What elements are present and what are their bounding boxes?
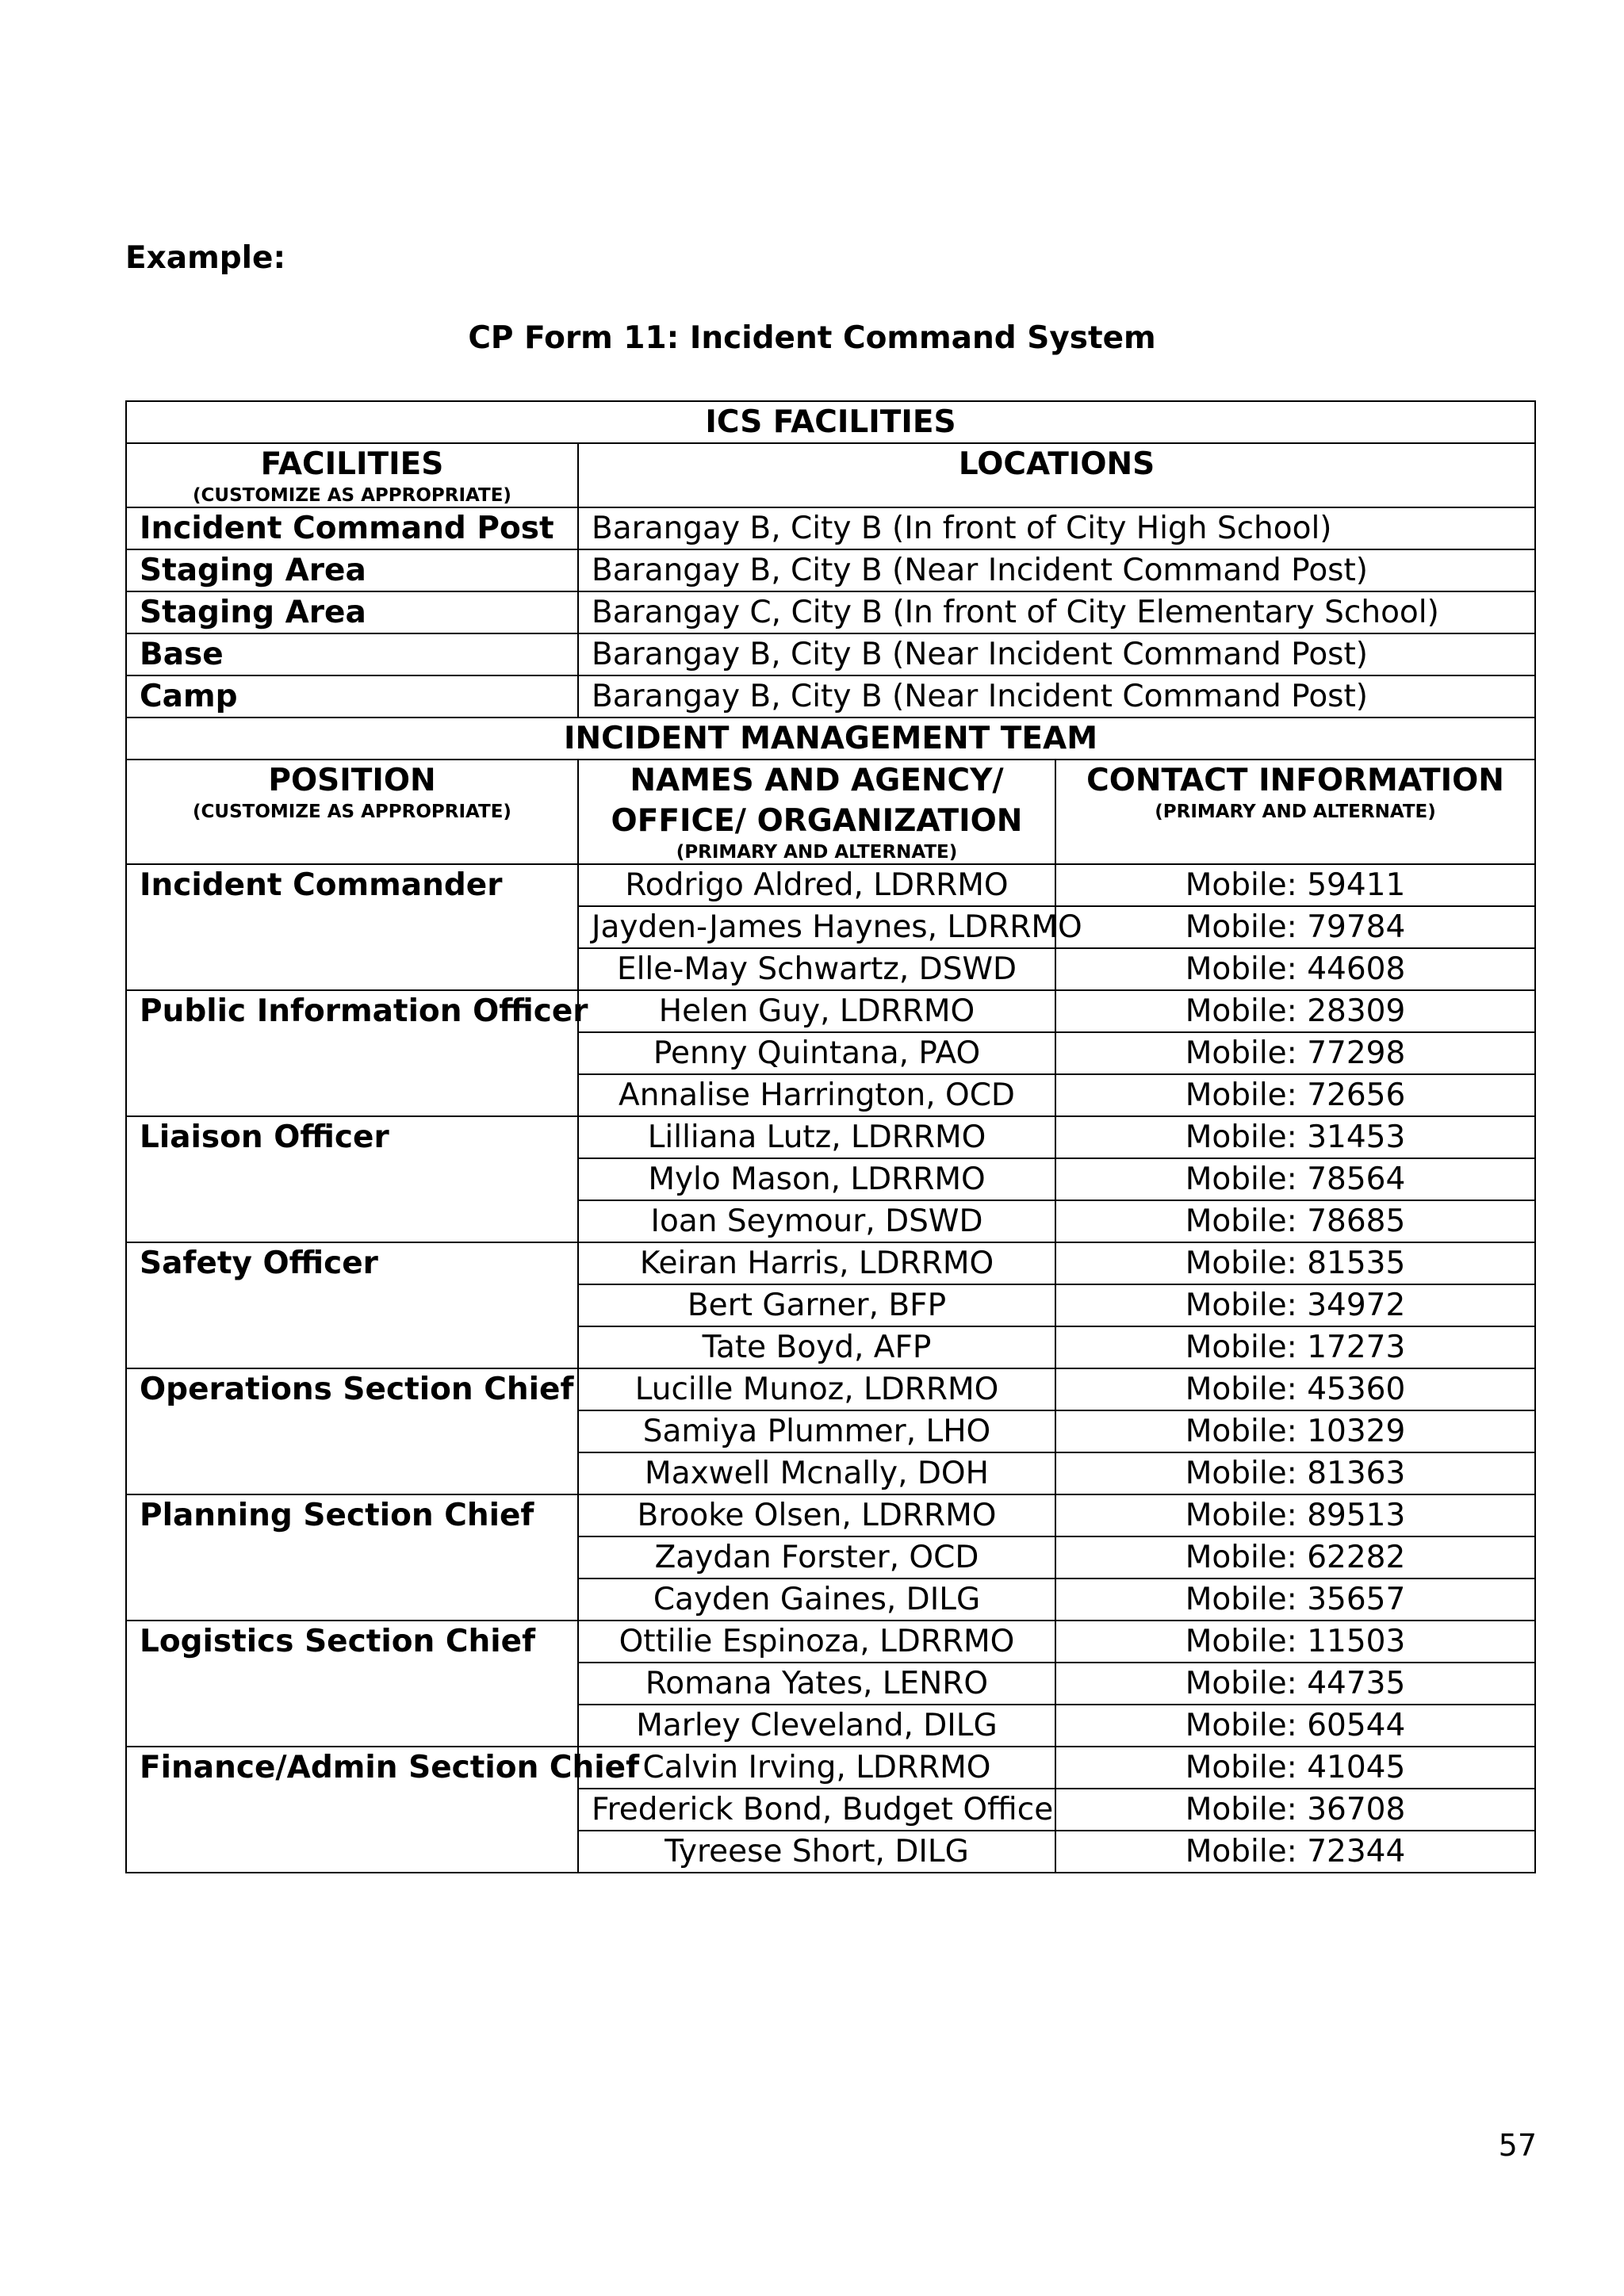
contact-column-header <box>1055 760 1535 864</box>
team-member-row <box>126 1116 1535 1158</box>
member-contact: Mobile: 31453 <box>1055 1116 1535 1158</box>
facilities-column-label: FACILITIES <box>260 446 444 482</box>
contact-column-header-label: CONTACT INFORMATION <box>1086 763 1504 798</box>
names-column-header-note: (PRIMARY AND ALTERNATE) <box>676 842 958 863</box>
facilities-column-header <box>126 443 578 507</box>
position-name: Incident Commander <box>126 864 578 990</box>
member-contact: Mobile: 60544 <box>1055 1705 1535 1747</box>
facility-name: Staging Area <box>126 591 578 633</box>
member-name: Cayden Gaines, DILG <box>578 1578 1055 1621</box>
facility-name: Camp <box>126 675 578 718</box>
position-name: Safety Officer <box>126 1242 578 1368</box>
names-column-header-label: NAMES AND AGENCY/ OFFICE/ ORGANIZATION <box>611 763 1023 839</box>
team-member-row <box>126 1242 1535 1284</box>
facility-location: Barangay C, City B (In front of City Elementary School) <box>578 591 1535 633</box>
member-contact: Mobile: 81535 <box>1055 1242 1535 1284</box>
member-name: Lilliana Lutz, LDRRMO <box>578 1116 1055 1158</box>
ics-table-body <box>126 401 1535 1873</box>
position-name: Public Information Officer <box>126 990 578 1116</box>
member-name: Elle-May Schwartz, DSWD <box>578 948 1055 990</box>
facility-location: Barangay B, City B (Near Incident Command Post) <box>578 633 1535 675</box>
member-name: Ioan Seymour, DSWD <box>578 1200 1055 1242</box>
facilities-section-title: ICS FACILITIES <box>126 401 1535 443</box>
member-name: Annalise Harrington, OCD <box>578 1074 1055 1116</box>
member-contact: Mobile: 45360 <box>1055 1368 1535 1410</box>
position-column-header <box>126 760 578 864</box>
facility-row <box>126 507 1535 549</box>
team-member-row <box>126 990 1535 1032</box>
member-contact: Mobile: 72656 <box>1055 1074 1535 1116</box>
member-contact: Mobile: 44735 <box>1055 1663 1535 1705</box>
member-name: Romana Yates, LENRO <box>578 1663 1055 1705</box>
facility-name: Base <box>126 633 578 675</box>
facility-row <box>126 675 1535 718</box>
member-contact: Mobile: 35657 <box>1055 1578 1535 1621</box>
team-member-row <box>126 1747 1535 1789</box>
facilities-band-row <box>126 401 1535 443</box>
member-contact: Mobile: 78685 <box>1055 1200 1535 1242</box>
member-contact: Mobile: 77298 <box>1055 1032 1535 1074</box>
member-name: Frederick Bond, Budget Office <box>578 1789 1055 1831</box>
member-contact: Mobile: 11503 <box>1055 1621 1535 1663</box>
facilities-column-note: (CUSTOMIZE AS APPROPRIATE) <box>193 485 511 506</box>
member-name: Maxwell Mcnally, DOH <box>578 1452 1055 1494</box>
facility-location: Barangay B, City B (In front of City High School) <box>578 507 1535 549</box>
member-name: Ottilie Espinoza, LDRRMO <box>578 1621 1055 1663</box>
example-label: Example: <box>125 240 286 276</box>
form-title: CP Form 11: Incident Command System <box>468 320 1156 356</box>
member-contact: Mobile: 89513 <box>1055 1494 1535 1536</box>
member-contact: Mobile: 36708 <box>1055 1789 1535 1831</box>
position-column-header-label: POSITION <box>268 763 436 798</box>
facility-row <box>126 633 1535 675</box>
member-contact: Mobile: 34972 <box>1055 1284 1535 1326</box>
ics-table <box>125 400 1536 1873</box>
member-contact: Mobile: 10329 <box>1055 1410 1535 1452</box>
team-member-row <box>126 864 1535 906</box>
member-contact: Mobile: 81363 <box>1055 1452 1535 1494</box>
member-contact: Mobile: 72344 <box>1055 1831 1535 1873</box>
locations-column-header: LOCATIONS <box>578 443 1535 507</box>
member-name: Marley Cleveland, DILG <box>578 1705 1055 1747</box>
member-contact: Mobile: 62282 <box>1055 1536 1535 1578</box>
member-contact: Mobile: 79784 <box>1055 906 1535 948</box>
position-name: Liaison Officer <box>126 1116 578 1242</box>
facility-name: Incident Command Post <box>126 507 578 549</box>
facility-row <box>126 591 1535 633</box>
facility-row <box>126 549 1535 591</box>
page-number: 57 <box>1498 2128 1537 2163</box>
member-contact: Mobile: 78564 <box>1055 1158 1535 1200</box>
member-name: Keiran Harris, LDRRMO <box>578 1242 1055 1284</box>
member-contact: Mobile: 59411 <box>1055 864 1535 906</box>
member-name: Rodrigo Aldred, LDRRMO <box>578 864 1055 906</box>
team-section-title: INCIDENT MANAGEMENT TEAM <box>126 718 1535 760</box>
member-contact: Mobile: 28309 <box>1055 990 1535 1032</box>
team-band-row <box>126 718 1535 760</box>
facilities-header-row <box>126 443 1535 507</box>
member-contact: Mobile: 41045 <box>1055 1747 1535 1789</box>
member-name: Zaydan Forster, OCD <box>578 1536 1055 1578</box>
position-column-header-note: (CUSTOMIZE AS APPROPRIATE) <box>193 802 511 822</box>
facility-name: Staging Area <box>126 549 578 591</box>
team-member-row <box>126 1368 1535 1410</box>
member-name: Helen Guy, LDRRMO <box>578 990 1055 1032</box>
team-member-row <box>126 1494 1535 1536</box>
member-name: Tyreese Short, DILG <box>578 1831 1055 1873</box>
position-name: Planning Section Chief <box>126 1494 578 1621</box>
names-column-header <box>578 760 1055 864</box>
member-contact: Mobile: 17273 <box>1055 1326 1535 1368</box>
team-member-row <box>126 1621 1535 1663</box>
position-name: Logistics Section Chief <box>126 1621 578 1747</box>
member-contact: Mobile: 44608 <box>1055 948 1535 990</box>
position-name: Finance/Admin Section Chief <box>126 1747 578 1873</box>
member-name: Mylo Mason, LDRRMO <box>578 1158 1055 1200</box>
member-name: Penny Quintana, PAO <box>578 1032 1055 1074</box>
member-name: Tate Boyd, AFP <box>578 1326 1055 1368</box>
member-name: Brooke Olsen, LDRRMO <box>578 1494 1055 1536</box>
position-name: Operations Section Chief <box>126 1368 578 1494</box>
facility-location: Barangay B, City B (Near Incident Command Post) <box>578 549 1535 591</box>
contact-column-header-note: (PRIMARY AND ALTERNATE) <box>1155 802 1436 822</box>
member-name: Lucille Munoz, LDRRMO <box>578 1368 1055 1410</box>
member-name: Calvin Irving, LDRRMO <box>578 1747 1055 1789</box>
member-name: Jayden-James Haynes, LDRRMO <box>578 906 1055 948</box>
facility-location: Barangay B, City B (Near Incident Command Post) <box>578 675 1535 718</box>
team-header-row <box>126 760 1535 864</box>
member-name: Bert Garner, BFP <box>578 1284 1055 1326</box>
member-name: Samiya Plummer, LHO <box>578 1410 1055 1452</box>
